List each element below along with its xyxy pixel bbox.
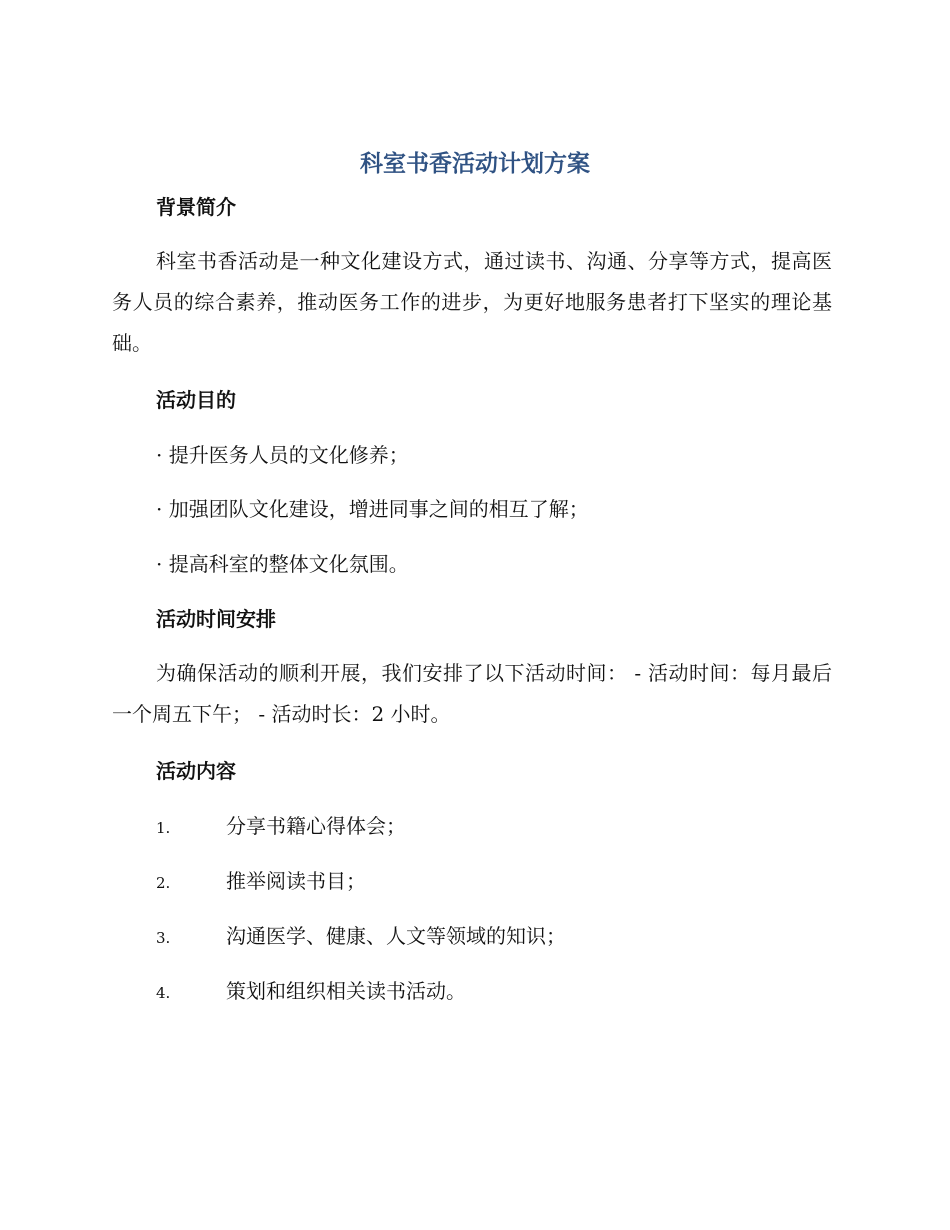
numbered-list-item (156, 866, 366, 898)
document-title: 科室书香活动计划方案 (360, 151, 590, 177)
list-text: 策划和组织相关读书活动。 (226, 979, 466, 1003)
section-heading-purpose: 活动目的 (156, 388, 236, 412)
list-text: 推举阅读书目； (226, 869, 366, 893)
list-text: 沟通医学、健康、人文等领域的知识； (226, 924, 566, 948)
list-number: 3. (156, 929, 171, 947)
numbered-list-item (156, 921, 566, 953)
section-heading-content: 活动内容 (156, 759, 236, 783)
list-item: · 提高科室的整体文化氛围。 (156, 552, 409, 576)
background-paragraph: 科室书香活动是一种文化建设方式，通过读书、沟通、分享等方式，提高医务人员的综合素养，推动医务工作的进步，为更好地服务患者打下坚实的理论基础。 (112, 249, 832, 355)
section-heading-background: 背景简介 (156, 195, 236, 219)
schedule-paragraph: 为确保活动的顺利开展，我们安排了以下活动时间： - 活动时间：每月最后一个周五下午； - 活动时长：2 小时。 (112, 661, 832, 726)
list-number: 4. (156, 984, 171, 1002)
list-number: 2. (156, 874, 171, 892)
list-number: 1. (156, 819, 171, 837)
numbered-list-item (156, 811, 406, 843)
numbered-list-item (156, 976, 466, 1008)
list-item: · 提升医务人员的文化修养； (156, 443, 409, 467)
list-item: · 加强团队文化建设，增进同事之间的相互了解； (156, 497, 589, 521)
list-text: 分享书籍心得体会； (226, 814, 406, 838)
section-heading-schedule: 活动时间安排 (156, 607, 276, 631)
